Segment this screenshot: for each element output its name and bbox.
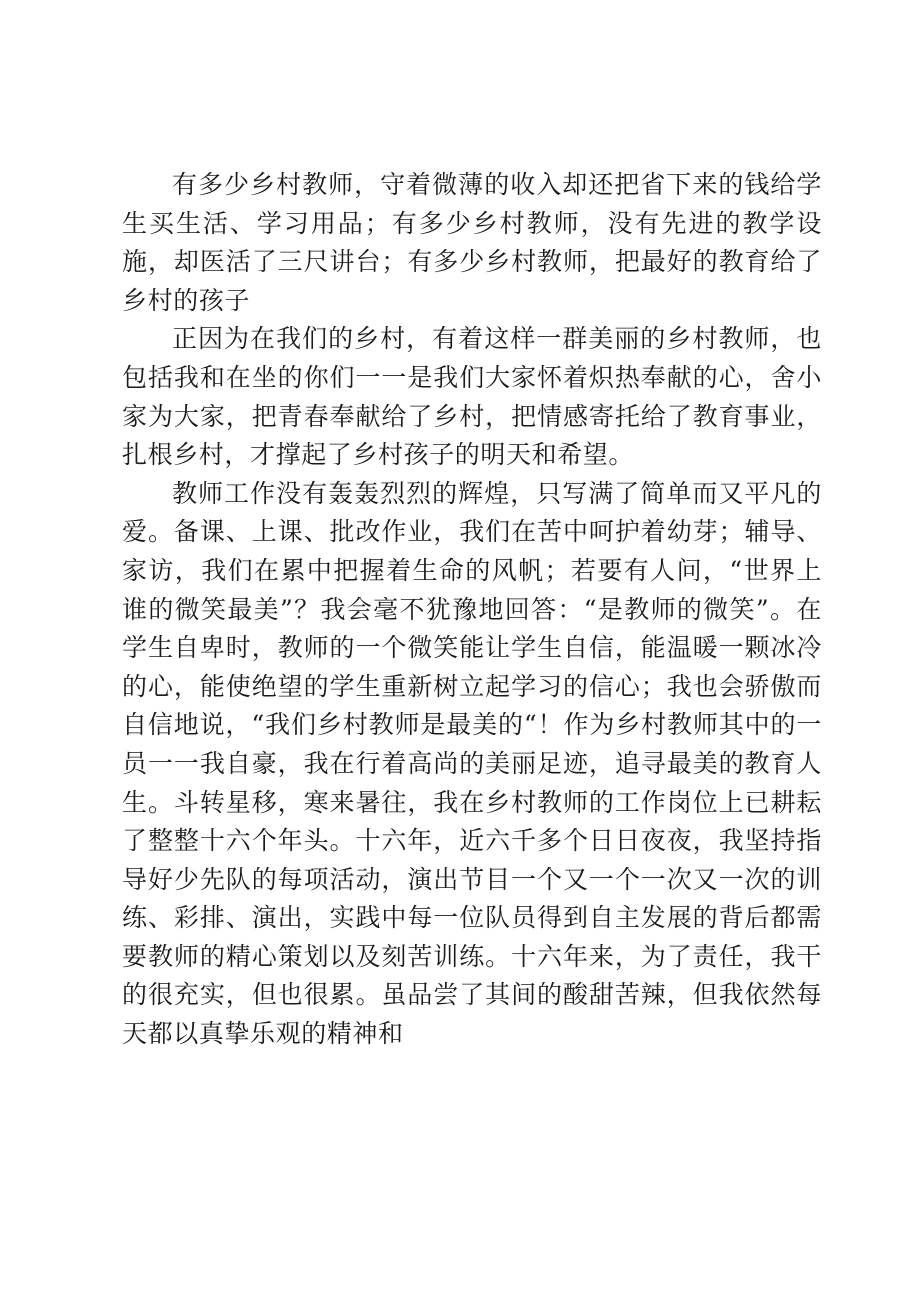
document-body bbox=[122, 166, 822, 1054]
paragraph-1: 有多少乡村教师，守着微薄的收入却还把省下来的钱给学生买生活、学习用品；有多少乡村教师，没有先进的教学设施，却医活了三尺讲台；有多少乡村教师，把最好的教育给了乡村的孩子 bbox=[122, 170, 822, 315]
paragraph-3: 教师工作没有轰轰烈烈的辉煌，只写满了简单而又平凡的爱。备课、上课、批改作业，我们在苦中呵护着幼芽；辅导、家访，我们在累中把握着生命的风帆；若要有人问，“世界上谁的微笑最美”？我会毫不犹豫地回答：“是教师的微笑”。在学生自卑时，教师的一个微笑能让学生自信，能温暖一颗冰冷的心，能使绝望的学生重新树立起学习的信心；我也会骄傲而自信地说，“我们乡村教师是最美的“！作为乡村教师其中的一员一一我自豪，我在行着高尚的美丽足迹，追寻最美的教育人生。斗转星移，寒来暑往，我在乡村教师的工作岗位上已耕耘了整整十六个年头。十六年，近六千多个日日夜夜，我坚持指导好少先队的每项活动，演出节目一个又一个一次又一次的训练、彩排、演出，实践中每一位队员得到自主发展的背后都需要教师的精心策划以及刻苦训练。十六年来，为了责任，我干的很充实，但也很累。虽品尝了其间的酸甜苦辣，但我依然每天都以真挚乐观的精神和 bbox=[122, 478, 822, 1049]
paragraph-2: 正因为在我们的乡村，有着这样一群美丽的乡村教师，也包括我和在坐的你们一一是我们大家怀着炽热奉献的心，舍小家为大家，把青春奉献给了乡村，把情感寄托给了教育事业，扎根乡村，才撑起了乡村孩子的明天和希望。 bbox=[122, 324, 822, 470]
